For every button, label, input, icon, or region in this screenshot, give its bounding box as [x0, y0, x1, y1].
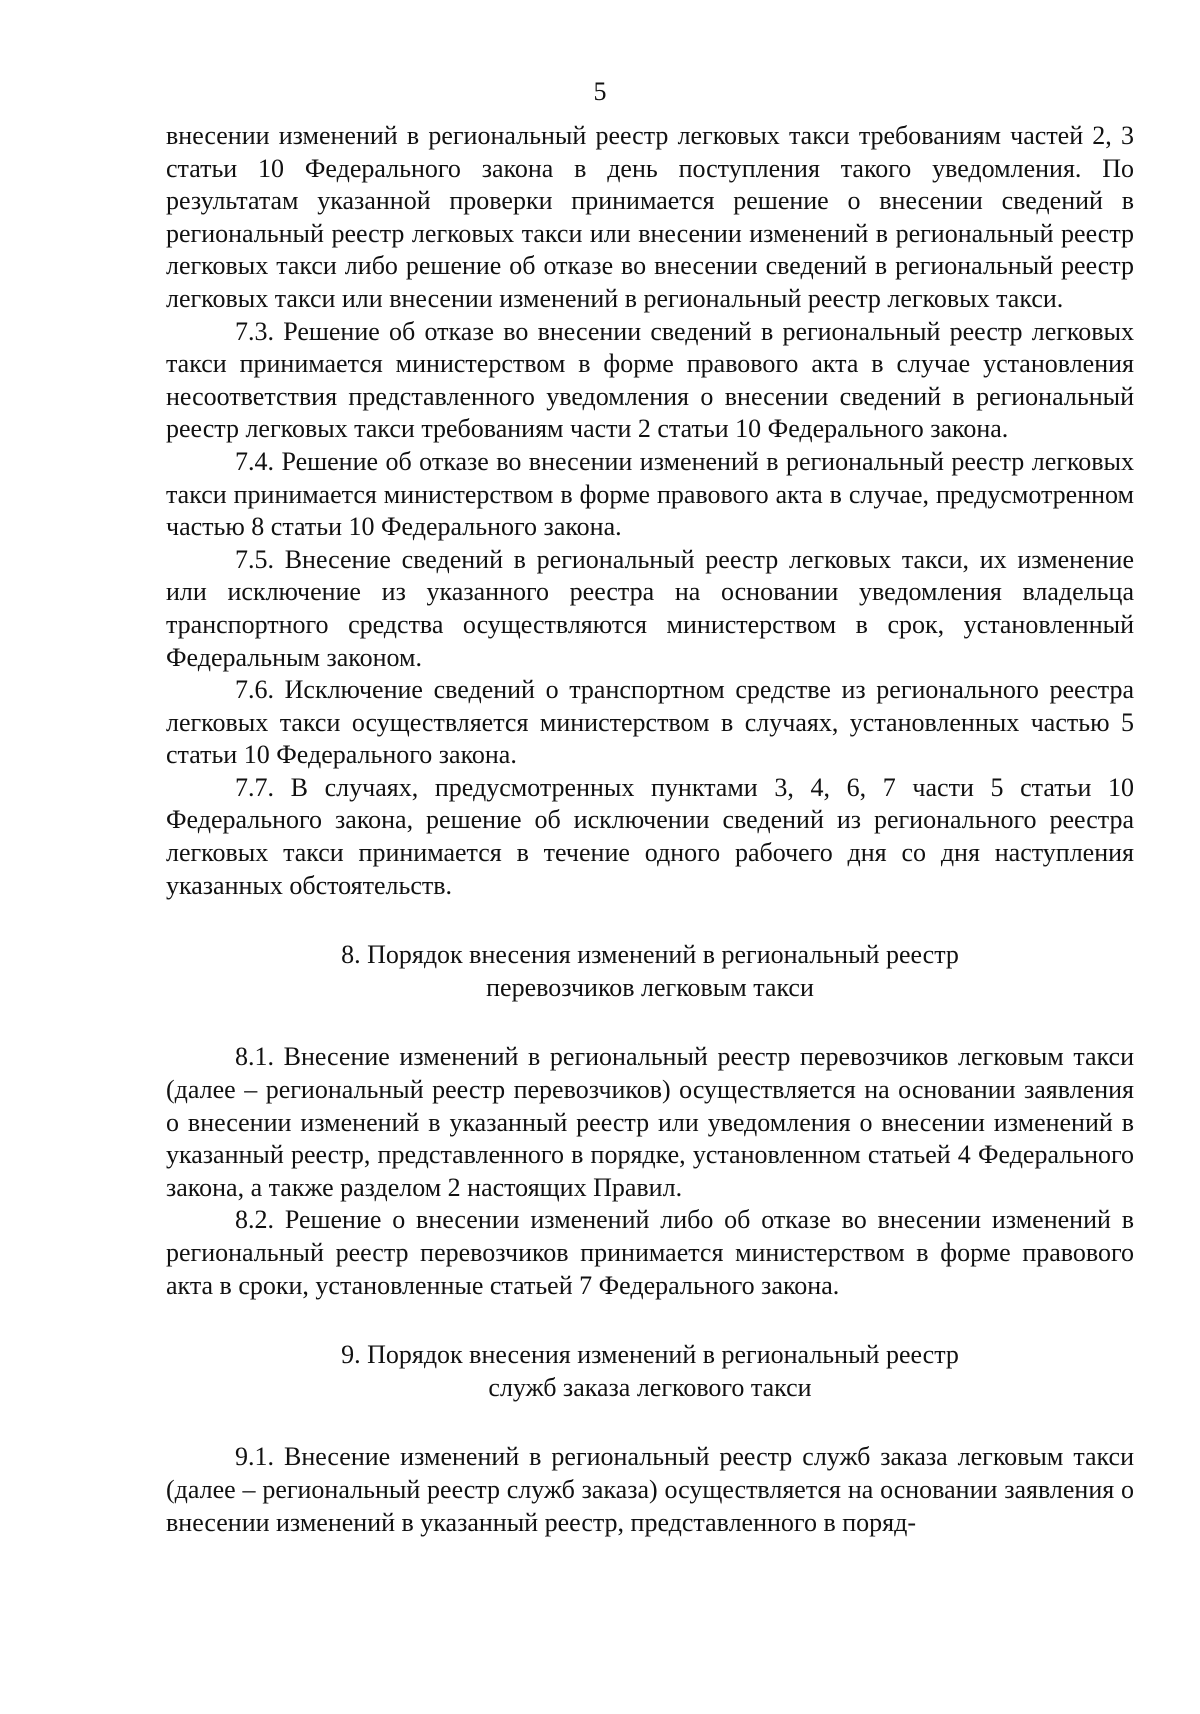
page-number: 5 — [593, 77, 607, 106]
section-heading-9-line-2: служб заказа легкового такси — [488, 1372, 812, 1402]
paragraph-8-2: 8.2. Решение о внесении изменений либо об отказе во внесении изменений в региональный реестр перевозчиков принимается министерством в форме правового акта в сроки, установленные статьей 7 Федерального закона. — [166, 1205, 1134, 1300]
paragraph-reestr-continuation: внесении изменений в региональный реестр легковых такси требованиям частей 2, 3 статьи 10 Федерального закона в день поступления такого уведомления. По результатам указанной проверки принимается решение о внесении сведений в региональный реестр легковых такси или внесении изменений в региональный реестр легковых такси либо решение об отказе во внесении сведений в региональный реестр легковых такси или внесении изменений в региональный реестр легковых такси. — [166, 121, 1134, 313]
section-heading-8-line-2: перевозчиков легковым такси — [486, 972, 814, 1002]
paragraph-7-6: 7.6. Исключение сведений о транспортном средстве из регионального реестра легковых такси осуществляется министерством в случаях, установленных частью 5 статьи 10 Федерального закона. — [166, 675, 1134, 770]
paragraph-9-1: 9.1. Внесение изменений в региональный реестр служб заказа легковым такси (далее – региональный реестр служб заказа) осуществляется на основании заявления о внесении изменений в указанный реестр, представленного в поряд- — [166, 1442, 1134, 1537]
section-heading-8 — [166, 939, 1134, 1004]
paragraph-7-4: 7.4. Решение об отказе во внесении изменений в региональный реестр легковых такси принимается министерством в форме правового акта в случае, предусмотренном частью 8 статьи 10 Федерального закона. — [166, 446, 1134, 542]
paragraph-8-1: 8.1. Внесение изменений в региональный реестр перевозчиков легковым такси (далее – региональный реестр перевозчиков) осуществляется на основании заявления о внесении изменений в указанный реестр или уведомления о внесении изменений в указанный реестр, представленного в порядке, установленном статьей 4 Федерального закона, а также разделом 2 настоящих Правил. — [166, 1042, 1134, 1202]
paragraph-7-7: 7.7. В случаях, предусмотренных пунктами 3, 4, 6, 7 части 5 статьи 10 Федерального закона, решение об исключении сведений из регионального реестра легковых такси принимается в течение одного рабочего дня со дня наступления указанных обстоятельств. — [166, 772, 1134, 900]
section-heading-9 — [166, 1339, 1134, 1404]
section-heading-8-line-1: 8. Порядок внесения изменений в региональный реестр — [341, 940, 959, 970]
paragraph-7-3: 7.3. Решение об отказе во внесении сведений в региональный реестр легковых такси принимается министерством в форме правового акта в случае установления несоответствия представленного уведомления о внесении сведений в региональный реестр легковых такси требованиям части 2 статьи 10 Федерального закона. — [166, 316, 1134, 444]
paragraph-7-5: 7.5. Внесение сведений в региональный реестр легковых такси, их изменение или исключение из указанного реестра на основании уведомления владельца транспортного средства осуществляются министерством в срок, установленный Федеральным законом. — [166, 544, 1134, 672]
document-body — [166, 120, 1134, 1539]
section-heading-9-line-1: 9. Порядок внесения изменений в региональный реестр — [341, 1340, 959, 1370]
